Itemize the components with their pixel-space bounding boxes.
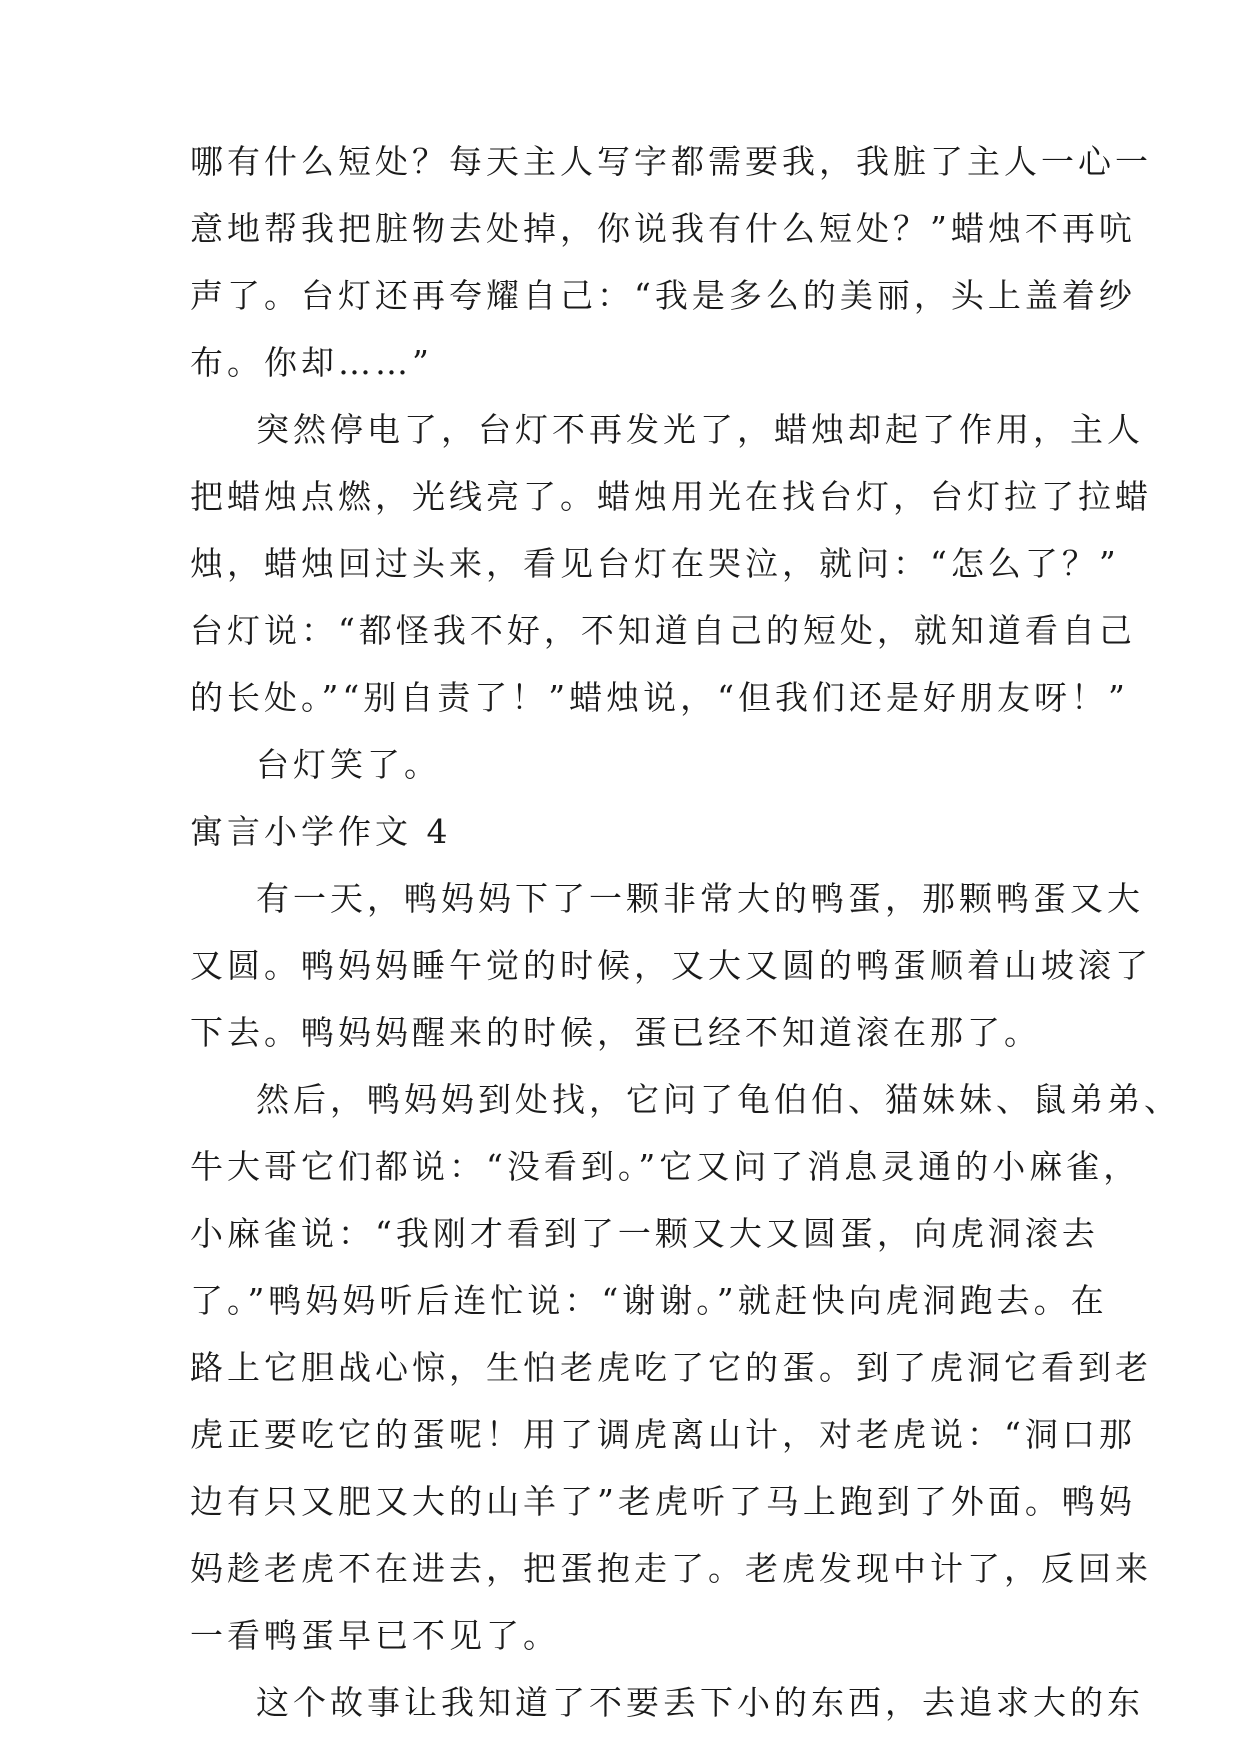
text-line: 台灯笑了。 (256, 745, 441, 784)
text-line: 烛，蜡烛回过头来，看见台灯在哭泣，就问：“怎么了？” (190, 544, 1120, 583)
text-line: 把蜡烛点燃，光线亮了。蜡烛用光在找台灯，台灯拉了拉蜡 (190, 477, 1152, 516)
text-line: 下去。鸭妈妈醒来的时候，蛋已经不知道滚在那了。 (190, 1013, 1041, 1052)
text-line: 突然停电了，台灯不再发光了，蜡烛却起了作用，主人 (256, 410, 1144, 449)
text-line: 这个故事让我知道了不要丢下小的东西，去追求大的东 (256, 1683, 1144, 1722)
text-line: 声了。台灯还再夸耀自己：“我是多么的美丽，头上盖着纱 (190, 276, 1136, 315)
text-line: 台灯说：“都怪我不好，不知道自己的短处，就知道看自己 (190, 611, 1136, 650)
text-line: 牛大哥它们都说：“没看到。”它又问了消息灵通的小麻雀， (190, 1147, 1141, 1186)
text-line: 了。”鸭妈妈听后连忙说：“谢谢。”就赶快向虎洞跑去。在 (190, 1281, 1108, 1320)
text-line: 布。你却……” (190, 343, 433, 382)
text-line: 意地帮我把脏物去处掉，你说我有什么短处？”蜡烛不再吭 (190, 209, 1136, 248)
text-line: 小麻雀说：“我刚才看到了一颗又大又圆蛋，向虎洞滚去 (190, 1214, 1099, 1253)
text-line: 妈趁老虎不在进去，把蛋抱走了。老虎发现中计了，反回来 (190, 1549, 1152, 1588)
text-line: 又圆。鸭妈妈睡午觉的时候，又大又圆的鸭蛋顺着山坡滚了 (190, 946, 1152, 985)
text-line: 然后，鸭妈妈到处找，它问了龟伯伯、猫妹妹、鼠弟弟、 (256, 1080, 1181, 1119)
text-line: 虎正要吃它的蛋呢！用了调虎离山计，对老虎说：“洞口那 (190, 1415, 1136, 1454)
text-line: 哪有什么短处？每天主人写字都需要我，我脏了主人一心一 (190, 142, 1152, 181)
text-line: 一看鸭蛋早已不见了。 (190, 1616, 560, 1655)
section-heading: 寓言小学作文 4 (190, 812, 452, 851)
text-line: 边有只又肥又大的山羊了”老虎听了马上跑到了外面。鸭妈 (190, 1482, 1136, 1521)
text-line: 路上它胆战心惊，生怕老虎吃了它的蛋。到了虎洞它看到老 (190, 1348, 1152, 1387)
text-line: 的长处。”“别自责了！”蜡烛说，“但我们还是好朋友呀！” (190, 678, 1129, 717)
text-line: 有一天，鸭妈妈下了一颗非常大的鸭蛋，那颗鸭蛋又大 (256, 879, 1144, 918)
